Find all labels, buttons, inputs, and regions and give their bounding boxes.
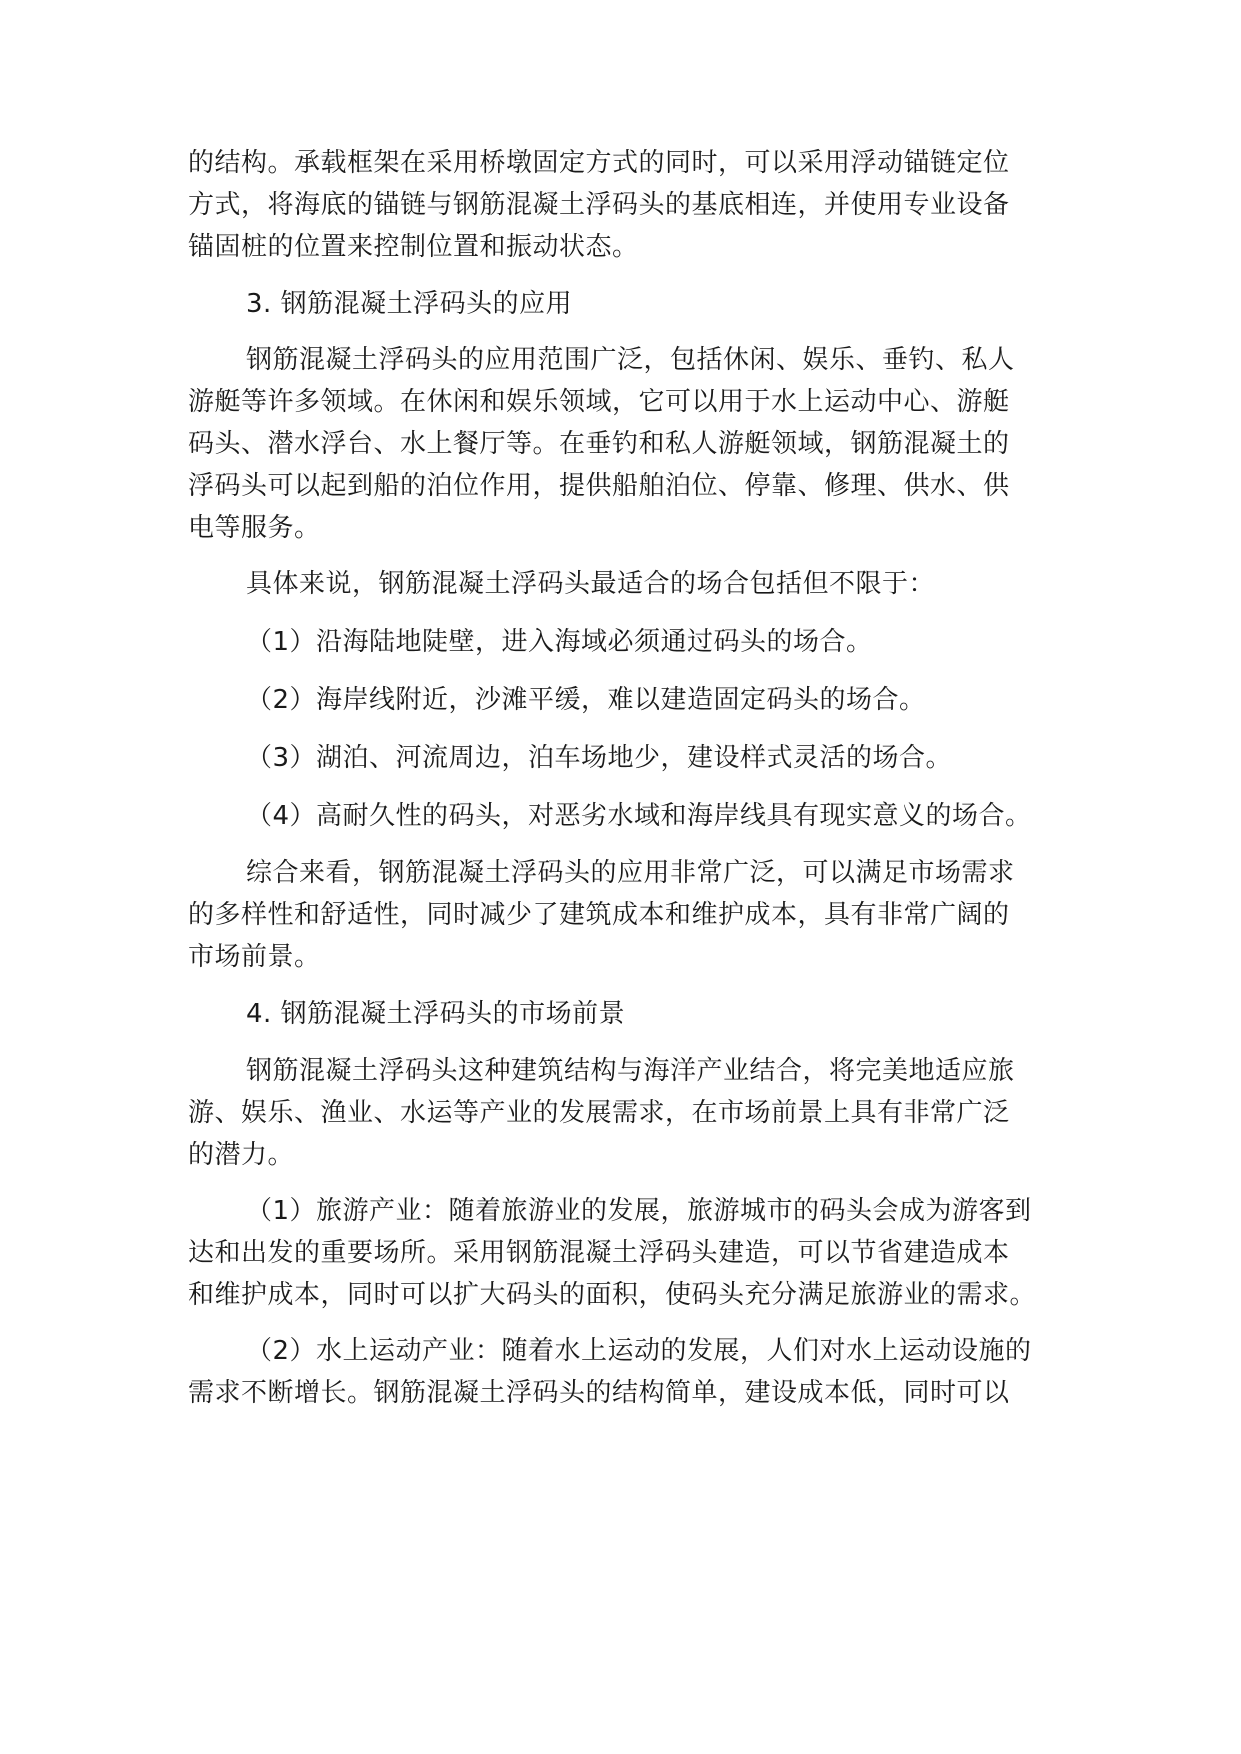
heading-text: 4. 钢筋混凝土浮码头的市场前景	[246, 999, 626, 1029]
text-line: （4）高耐久性的码头，对恶劣水域和海岸线具有现实意义的场合。	[246, 801, 1032, 831]
text-line: （1）旅游产业：随着旅游业的发展，旅游城市的码头会成为游客到	[246, 1196, 1032, 1226]
paragraph-market-tourism	[188, 1190, 1068, 1316]
section-heading-4	[188, 993, 1068, 1035]
paragraph-market-intro	[188, 1050, 1068, 1176]
text-line: 游艇等许多领域。在休闲和娱乐领域，它可以用于水上运动中心、游艇	[188, 387, 1010, 417]
text-line: （1）沿海陆地陡壁，进入海域必须通过码头的场合。	[246, 627, 873, 657]
text-line: 的结构。承载框架在采用桥墩固定方式的同时，可以采用浮动锚链定位	[188, 148, 1010, 178]
list-item-2	[188, 679, 1068, 721]
text-line: 的潜力。	[188, 1140, 295, 1170]
text-line: 码头、潜水浮台、水上餐厅等。在垂钓和私人游艇领域，钢筋混凝土的	[188, 429, 1010, 459]
text-line: 具体来说，钢筋混凝土浮码头最适合的场合包括但不限于：	[246, 569, 936, 599]
paragraph-suitable-intro	[188, 563, 1068, 605]
heading-text: 3. 钢筋混凝土浮码头的应用	[246, 289, 573, 319]
paragraph-market-watersports	[188, 1330, 1068, 1414]
text-line: 游、娱乐、渔业、水运等产业的发展需求，在市场前景上具有非常广泛	[188, 1098, 1010, 1128]
text-line: （2）水上运动产业：随着水上运动的发展，人们对水上运动设施的	[246, 1336, 1032, 1366]
text-line: 和维护成本，同时可以扩大码头的面积，使码头充分满足旅游业的需求。	[188, 1280, 1037, 1310]
text-line: 钢筋混凝土浮码头这种建筑结构与海洋产业结合，将完美地适应旅	[246, 1056, 1015, 1086]
text-line: （3）湖泊、河流周边，泊车场地少，建设样式灵活的场合。	[246, 743, 953, 773]
text-line: 方式，将海底的锚链与钢筋混凝土浮码头的基底相连，并使用专业设备	[188, 190, 1010, 220]
list-item-1	[188, 621, 1068, 663]
paragraph-summary	[188, 852, 1068, 978]
text-line: 浮码头可以起到船的泊位作用，提供船舶泊位、停靠、修理、供水、供	[188, 471, 1010, 501]
list-item-4	[188, 795, 1068, 837]
text-line: 需求不断增长。钢筋混凝土浮码头的结构简单，建设成本低，同时可以	[188, 1378, 1010, 1408]
text-line: 达和出发的重要场所。采用钢筋混凝土浮码头建造，可以节省建造成本	[188, 1238, 1010, 1268]
text-line: （2）海岸线附近，沙滩平缓，难以建造固定码头的场合。	[246, 685, 926, 715]
text-line: 锚固桩的位置来控制位置和振动状态。	[188, 232, 639, 262]
text-line: 的多样性和舒适性，同时减少了建筑成本和维护成本，具有非常广阔的	[188, 900, 1010, 930]
paragraph-structure-continued	[188, 142, 1068, 268]
section-heading-3	[188, 283, 1068, 325]
text-line: 电等服务。	[188, 513, 321, 543]
paragraph-application-scope	[188, 339, 1068, 549]
text-line: 钢筋混凝土浮码头的应用范围广泛，包括休闲、娱乐、垂钓、私人	[246, 345, 1015, 375]
text-line: 市场前景。	[188, 942, 321, 972]
text-line: 综合来看，钢筋混凝土浮码头的应用非常广泛，可以满足市场需求	[246, 858, 1015, 888]
list-item-3	[188, 737, 1068, 779]
